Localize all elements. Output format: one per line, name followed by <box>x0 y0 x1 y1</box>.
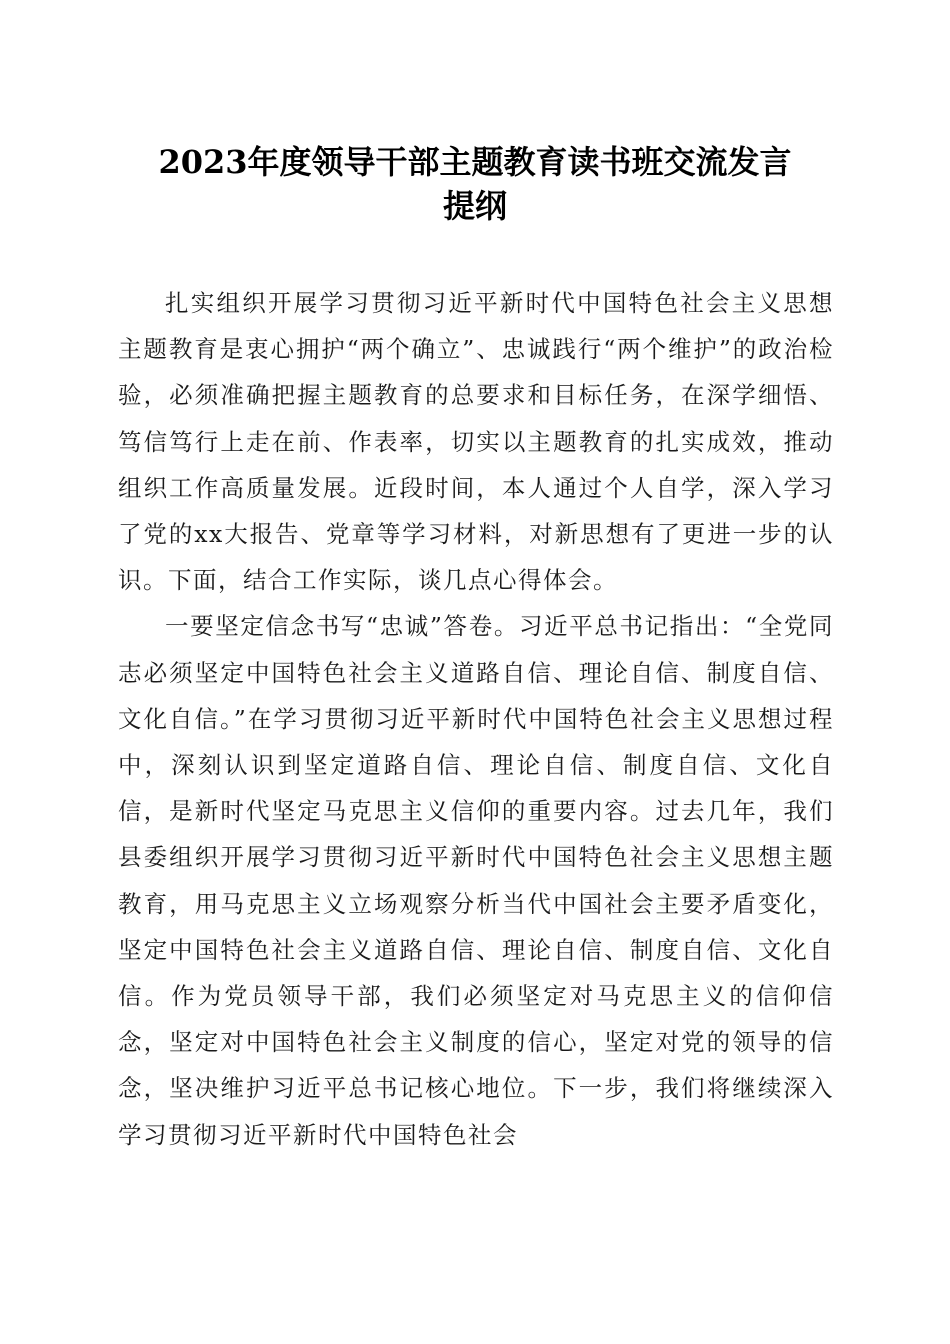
title-line-2: 提纲 <box>442 187 507 225</box>
title-line-1: 2023年度领导干部主题教育读书班交流发言 <box>158 143 792 181</box>
document-title <box>110 140 840 228</box>
paragraph-intro: 扎实组织开展学习贯彻习近平新时代中国特色社会主义思想主题教育是衷心拥护“两个确立”、忠诚践行“两个维护”的政治检验，必须准确把握主题教育的总要求和目标任务，在深学细悟、笃信笃行上走在前、作表率，切实以主题教育的扎实成效，推动组织工作高质量发展。近段时间，本人通过个人自学，深入学习了党的xx大报告、党章等学习材料，对新思想有了更进一步的认识。下面，结合工作实际，谈几点心得体会。 <box>118 289 834 595</box>
paragraph-point-one: 一要坚定信念书写“忠诚”答卷。习近平总书记指出：“全党同志必须坚定中国特色社会主义道路自信、理论自信、制度自信、文化自信。”在学习贯彻习近平新时代中国特色社会主义思想过程中，深刻认识到坚定道路自信、理论自信、制度自信、文化自信，是新时代坚定马克思主义信仰的重要内容。过去几年，我们县委组织开展学习贯彻习近平新时代中国特色社会主义思想主题教育，用马克思主义立场观察分析当代中国社会主要矛盾变化，坚定中国特色社会主义道路自信、理论自信、制度自信、文化自信。作为党员领导干部，我们必须坚定对马克思主义的信仰信念，坚定对中国特色社会主义制度的信心，坚定对党的领导的信念，坚决维护习近平总书记核心地位。下一步，我们将继续深入学习贯彻习近平新时代中国特色社会 <box>118 612 834 1149</box>
document-body <box>118 280 834 1158</box>
